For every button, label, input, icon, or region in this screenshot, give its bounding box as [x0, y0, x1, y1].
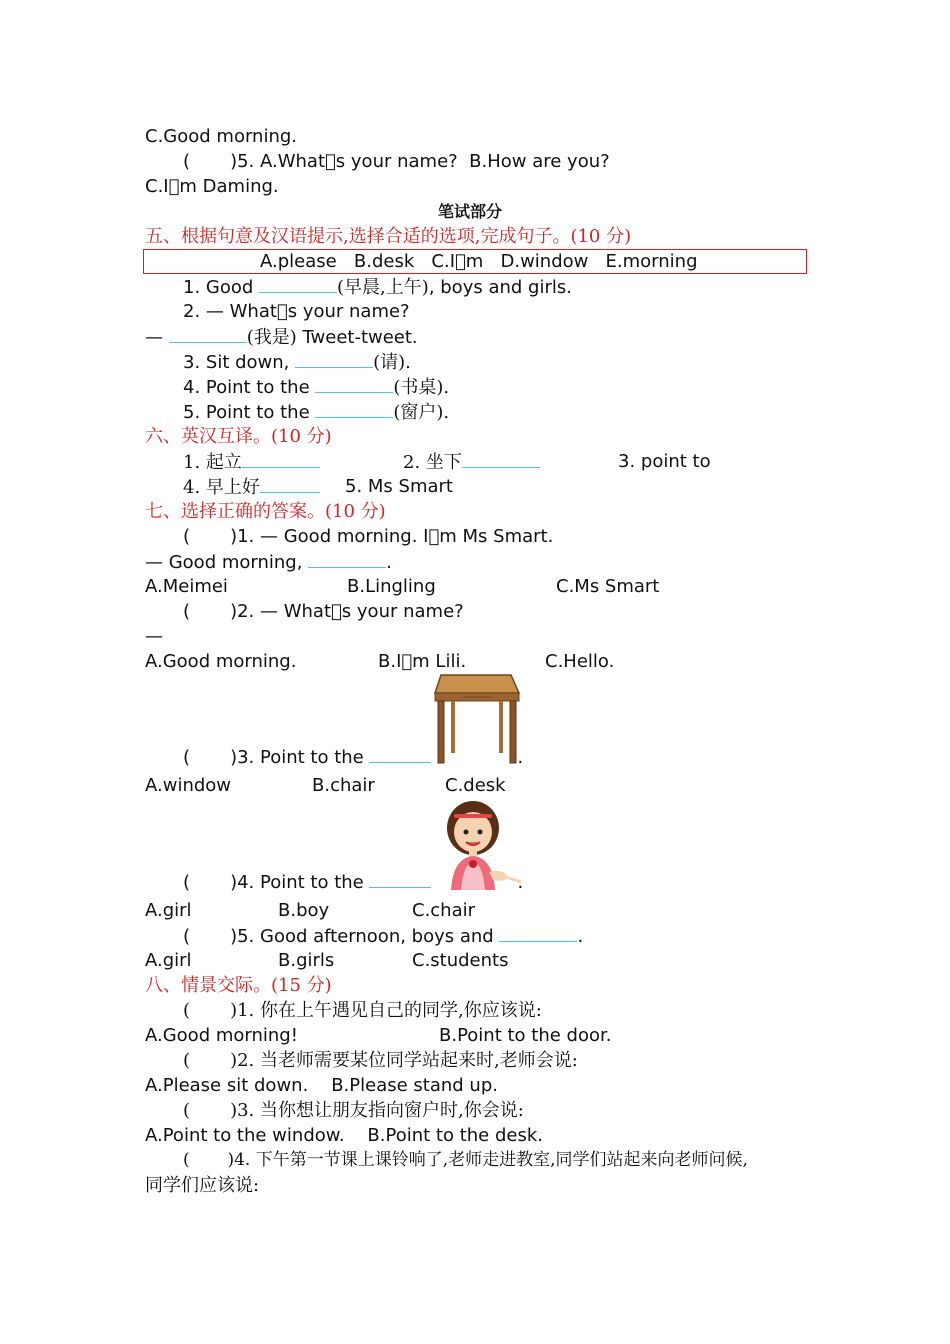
- s7-q4-option-c: C.chair: [412, 900, 476, 921]
- s7-q3: ( )3. Point to the .: [183, 744, 523, 770]
- s7-q5-option-b: B.girls: [278, 950, 335, 971]
- answer-blank[interactable]: [260, 474, 320, 493]
- listening-q4-option-c: C.Good morning.: [145, 126, 298, 147]
- answer-blank[interactable]: [295, 349, 373, 368]
- answer-blank[interactable]: [315, 399, 393, 418]
- s7-q3-option-a: A.window: [145, 775, 232, 796]
- s7-q1: ( )1. — Good morning. I m Ms Smart.: [183, 526, 554, 547]
- s7-q1-option-a: A.Meimei: [145, 576, 228, 597]
- s7-q5-option-c: C.students: [412, 950, 509, 971]
- s7-q5: ( )5. Good afternoon, boys and .: [183, 923, 583, 949]
- s8-q1: ( )1. 你在上午遇见自己的同学,你应该说:: [183, 1000, 542, 1021]
- s7-q2-option-a: A.Good morning.: [145, 651, 297, 672]
- s5-q4: 4. Point to the (书桌).: [183, 374, 449, 400]
- s5-q3: 3. Sit down, (请).: [183, 349, 411, 375]
- s7-q3-option-b: B.chair: [312, 775, 375, 796]
- section8-heading: 八、情景交际。(15 分): [145, 975, 332, 996]
- answer-blank[interactable]: [308, 549, 386, 568]
- answer-blank[interactable]: [259, 274, 337, 293]
- answer-blank[interactable]: [169, 324, 247, 343]
- s5-q1: 1. Good (早晨,上午), boys and girls.: [183, 274, 572, 300]
- s7-q4: ( )4. Point to the .: [183, 869, 523, 895]
- section5-heading: 五、根据句意及汉语提示,选择合适的选项,完成句子。(10 分): [145, 226, 632, 247]
- answer-blank[interactable]: [315, 374, 393, 393]
- s6-item3: 3. point to: [618, 451, 711, 472]
- s7-q2-option-c: C.Hello.: [545, 651, 615, 672]
- s6-item1: 1. 起立: [183, 449, 320, 475]
- s8-q2: ( )2. 当老师需要某位同学站起来时,老师会说:: [183, 1050, 578, 1071]
- answer-blank[interactable]: [369, 869, 431, 888]
- s8-q4-cont: 同学们应该说:: [145, 1175, 260, 1196]
- s7-q4-option-b: B.boy: [278, 900, 330, 921]
- s8-q4: ( )4. 下午第一节课上课铃响了,老师走进教室,同学们站起来向老师问候,: [183, 1150, 748, 1170]
- answer-blank[interactable]: [369, 744, 431, 763]
- section7-heading: 七、选择正确的答案。(10 分): [145, 501, 386, 522]
- s7-q1-reply: — Good morning, .: [145, 549, 392, 575]
- s6-item2: 2. 坐下: [403, 449, 540, 475]
- s5-q2: 2. — What s your name?: [183, 301, 410, 322]
- s7-q2: ( )2. — What s your name?: [183, 601, 464, 622]
- s8-q1-option-b: B.Point to the door.: [439, 1025, 612, 1046]
- section6-heading: 六、英汉互译。(10 分): [145, 426, 332, 447]
- s7-q4-option-a: A.girl: [145, 900, 192, 921]
- s6-item5: 5. Ms Smart: [345, 476, 453, 497]
- s7-q5-option-a: A.girl: [145, 950, 192, 971]
- s8-q1-option-a: A.Good morning!: [145, 1025, 298, 1046]
- s8-q3-options: A.Point to the window. B.Point to the desk.: [145, 1125, 543, 1146]
- s8-q2-options: A.Please sit down. B.Please stand up.: [145, 1075, 498, 1096]
- s7-q3-option-c: C.desk: [445, 775, 506, 796]
- written-part-title: 笔试部分: [438, 202, 503, 221]
- s5-q2-answer: — (我是) Tweet-tweet.: [145, 324, 418, 350]
- s5-q5: 5. Point to the (窗户).: [183, 399, 449, 425]
- s8-q3: ( )3. 当你想让朋友指向窗户时,你会说:: [183, 1100, 524, 1121]
- answer-blank[interactable]: [462, 449, 540, 468]
- word-bank: A.please B.desk C.I m D.window E.morning: [260, 251, 698, 272]
- s6-item4: 4. 早上好: [183, 474, 320, 500]
- listening-q5-option-c: C.I m Daming.: [145, 176, 279, 197]
- listening-q5-stem: ( )5. A.What s your name? B.How are you?: [183, 151, 610, 172]
- s7-q1-option-b: B.Lingling: [347, 576, 436, 597]
- s7-q2-option-b: B.I m Lili.: [378, 651, 467, 672]
- answer-blank[interactable]: [499, 923, 577, 942]
- s7-q1-option-c: C.Ms Smart: [556, 576, 660, 597]
- s7-q2-reply: —: [145, 626, 163, 647]
- answer-blank[interactable]: [242, 449, 320, 468]
